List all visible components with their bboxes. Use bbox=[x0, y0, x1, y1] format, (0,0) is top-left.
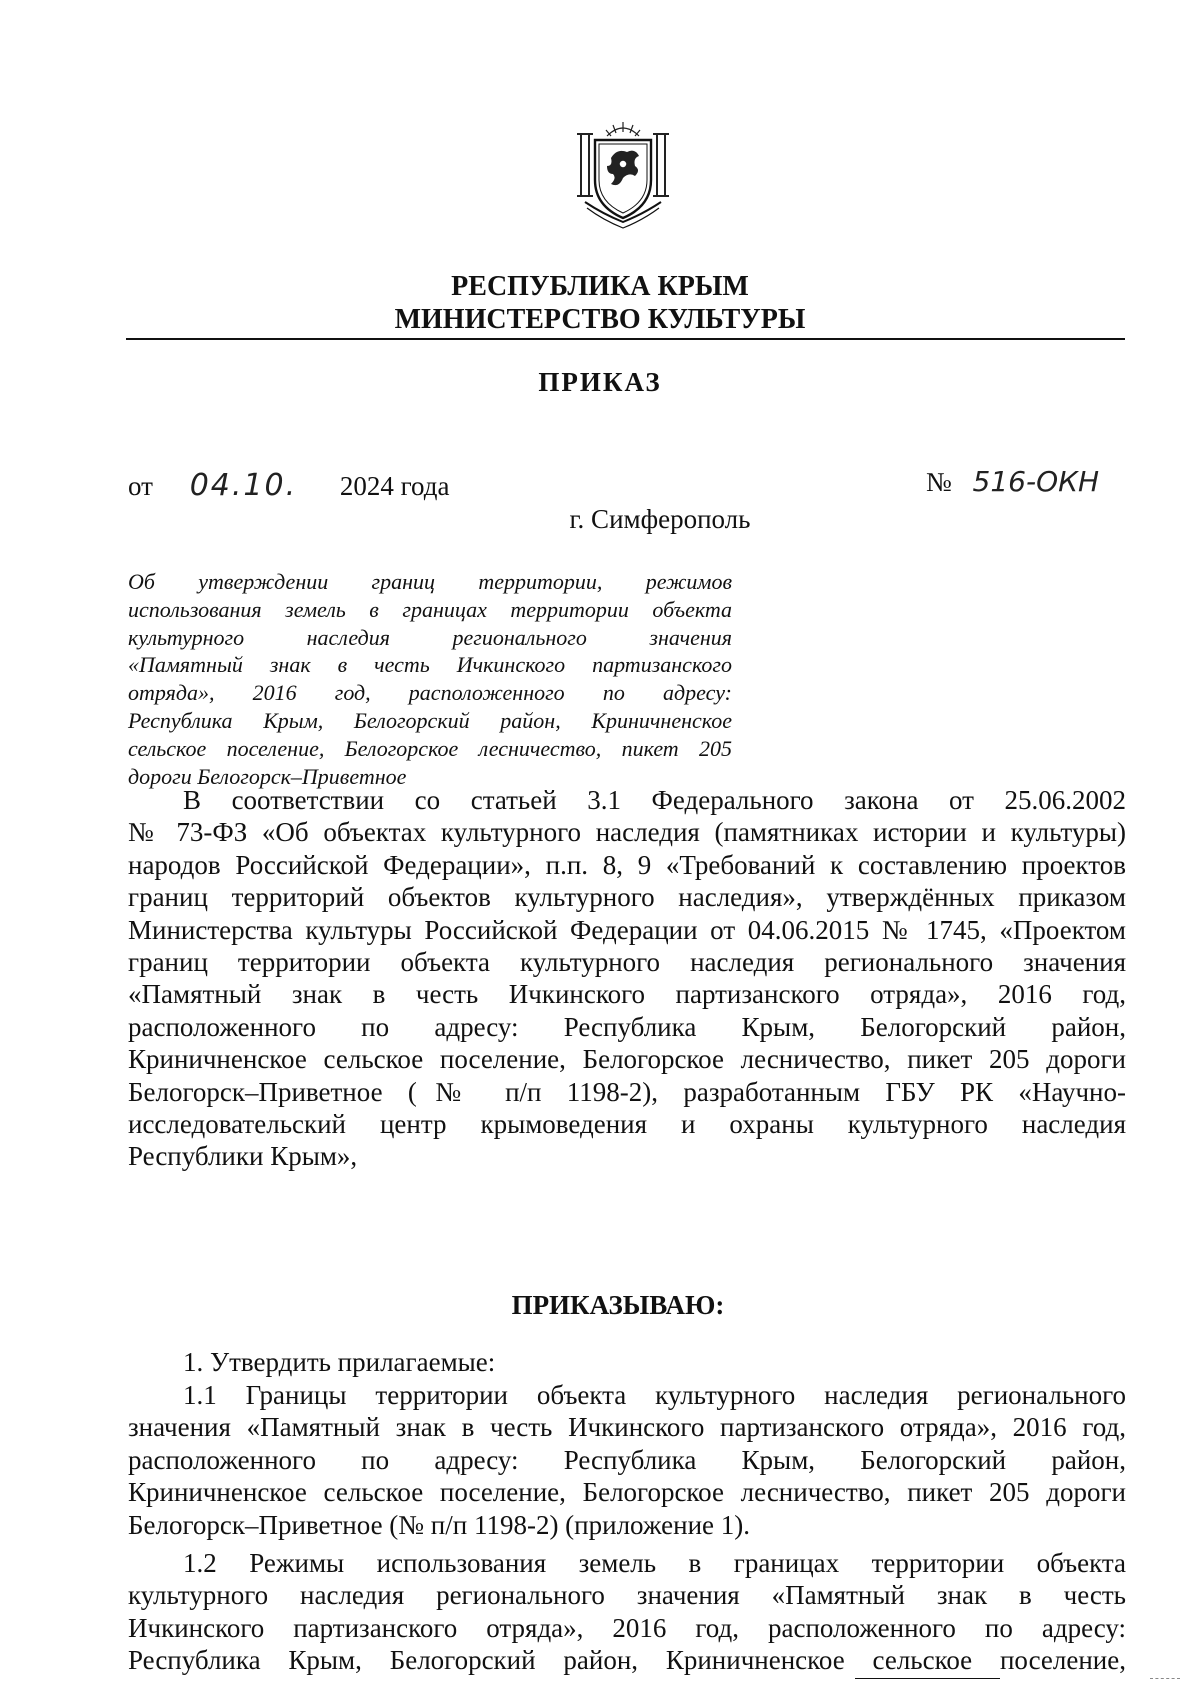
item-line: 1. Утвердить прилагаемые: bbox=[183, 1347, 496, 1377]
document-number bbox=[926, 465, 1099, 498]
preamble-line: границ территорий объектов культурного наследия», утверждённых приказом bbox=[128, 882, 1126, 913]
preamble-line: Криничненское сельское поселение, Белогорское лесничество, пикет 205 дороги bbox=[128, 1044, 1126, 1075]
preamble-line: народов Российской Федерации», п.п. 8, 9 «Требований к составлению проектов bbox=[128, 849, 1126, 880]
order-heading: ПРИКАЗЫВАЮ: bbox=[511, 1290, 725, 1320]
item-1-2 bbox=[128, 1547, 1126, 1677]
subject-line: использования земель в границах территории объекта bbox=[128, 596, 732, 622]
item-1-1 bbox=[128, 1379, 1126, 1541]
preamble-line: Белогорск–Приветное (№ п/п 1198-2), разработанным ГБУ РК «Научно- bbox=[128, 1076, 1126, 1107]
footer-divider bbox=[855, 1678, 1000, 1679]
header-divider bbox=[126, 338, 1125, 340]
preamble-line: расположенного по адресу: Республика Крым, Белогорский район, bbox=[128, 1011, 1126, 1042]
item-line: Республика Крым, Белогорский район, Криничненское сельское поселение, bbox=[128, 1645, 1126, 1676]
handwritten-date: 04.10. bbox=[189, 468, 298, 503]
subject-line: Республика Крым, Белогорский район, Криничненское bbox=[128, 707, 732, 733]
item-line: 1.1 Границы территории объекта культурного наследия регионального bbox=[183, 1380, 1126, 1410]
subject-line: сельское поселение, Белогорское лесничество, пикет 205 bbox=[128, 735, 732, 761]
item-line: значения «Памятный знак в честь Ичкинского партизанского отряда», 2016 год, bbox=[128, 1412, 1126, 1443]
subject-line: «Памятный знак в честь Ичкинского партизанского bbox=[128, 652, 732, 678]
org-header-republic: РЕСПУБЛИКА КРЫМ bbox=[451, 271, 749, 302]
handwritten-number: 516-ОКН bbox=[972, 465, 1100, 498]
preamble-line: Республики Крым», bbox=[128, 1141, 358, 1172]
preamble-paragraph bbox=[128, 784, 1126, 1173]
subject-block bbox=[128, 568, 732, 790]
document-city: г. Симферополь bbox=[569, 504, 751, 534]
preamble-line: «Памятный знак в честь Ичкинского партизанского отряда», 2016 год, bbox=[128, 979, 1126, 1010]
subject-line: отряда», 2016 год, расположенного по адресу: bbox=[128, 680, 732, 706]
coat-of-arms-emblem bbox=[573, 118, 673, 230]
date-prefix: от bbox=[128, 471, 153, 501]
item-line: расположенного по адресу: Республика Крым, Белогорский район, bbox=[128, 1444, 1126, 1475]
preamble-line: исследовательский центр крымоведения и охраны культурного наследия bbox=[128, 1109, 1126, 1140]
crimea-coat-of-arms-icon bbox=[573, 118, 673, 230]
subject-line: дороги Белогорск–Приветное bbox=[128, 763, 407, 789]
subject-line: Об утверждении границ территории, режимов bbox=[128, 569, 732, 594]
item-line: 1.2 Режимы использования земель в границах территории объекта bbox=[183, 1548, 1126, 1578]
item-1 bbox=[128, 1346, 1126, 1378]
number-prefix: № bbox=[926, 467, 952, 497]
item-line: культурного наследия регионального значения «Памятный знак в честь bbox=[128, 1580, 1126, 1611]
document-type-title: ПРИКАЗ bbox=[538, 367, 662, 397]
footer-dash-divider bbox=[1150, 1678, 1180, 1679]
preamble-line: Министерства культуры Российской Федерации от 04.06.2015 № 1745, «Проектом bbox=[128, 914, 1126, 945]
preamble-line: № 73-ФЗ «Об объектах культурного наследия (памятниках истории и культуры) bbox=[128, 817, 1126, 848]
subject-line: культурного наследия регионального значения bbox=[128, 624, 732, 650]
preamble-line: В соответствии со статьей 3.1 Федерального закона от 25.06.2002 bbox=[183, 785, 1126, 815]
item-line: Криничненское сельское поселение, Белогорское лесничество, пикет 205 дороги bbox=[128, 1477, 1126, 1508]
item-line: Белогорск–Приветное (№ п/п 1198-2) (приложение 1). bbox=[128, 1509, 751, 1540]
document-date bbox=[128, 468, 449, 503]
item-line: Ичкинского партизанского отряда», 2016 год, расположенного по адресу: bbox=[128, 1612, 1126, 1643]
date-year: 2024 года bbox=[339, 471, 450, 501]
org-header-ministry: МИНИСТЕРСТВО КУЛЬТУРЫ bbox=[394, 304, 806, 335]
preamble-line: границ территории объекта культурного наследия регионального значения bbox=[128, 947, 1126, 978]
